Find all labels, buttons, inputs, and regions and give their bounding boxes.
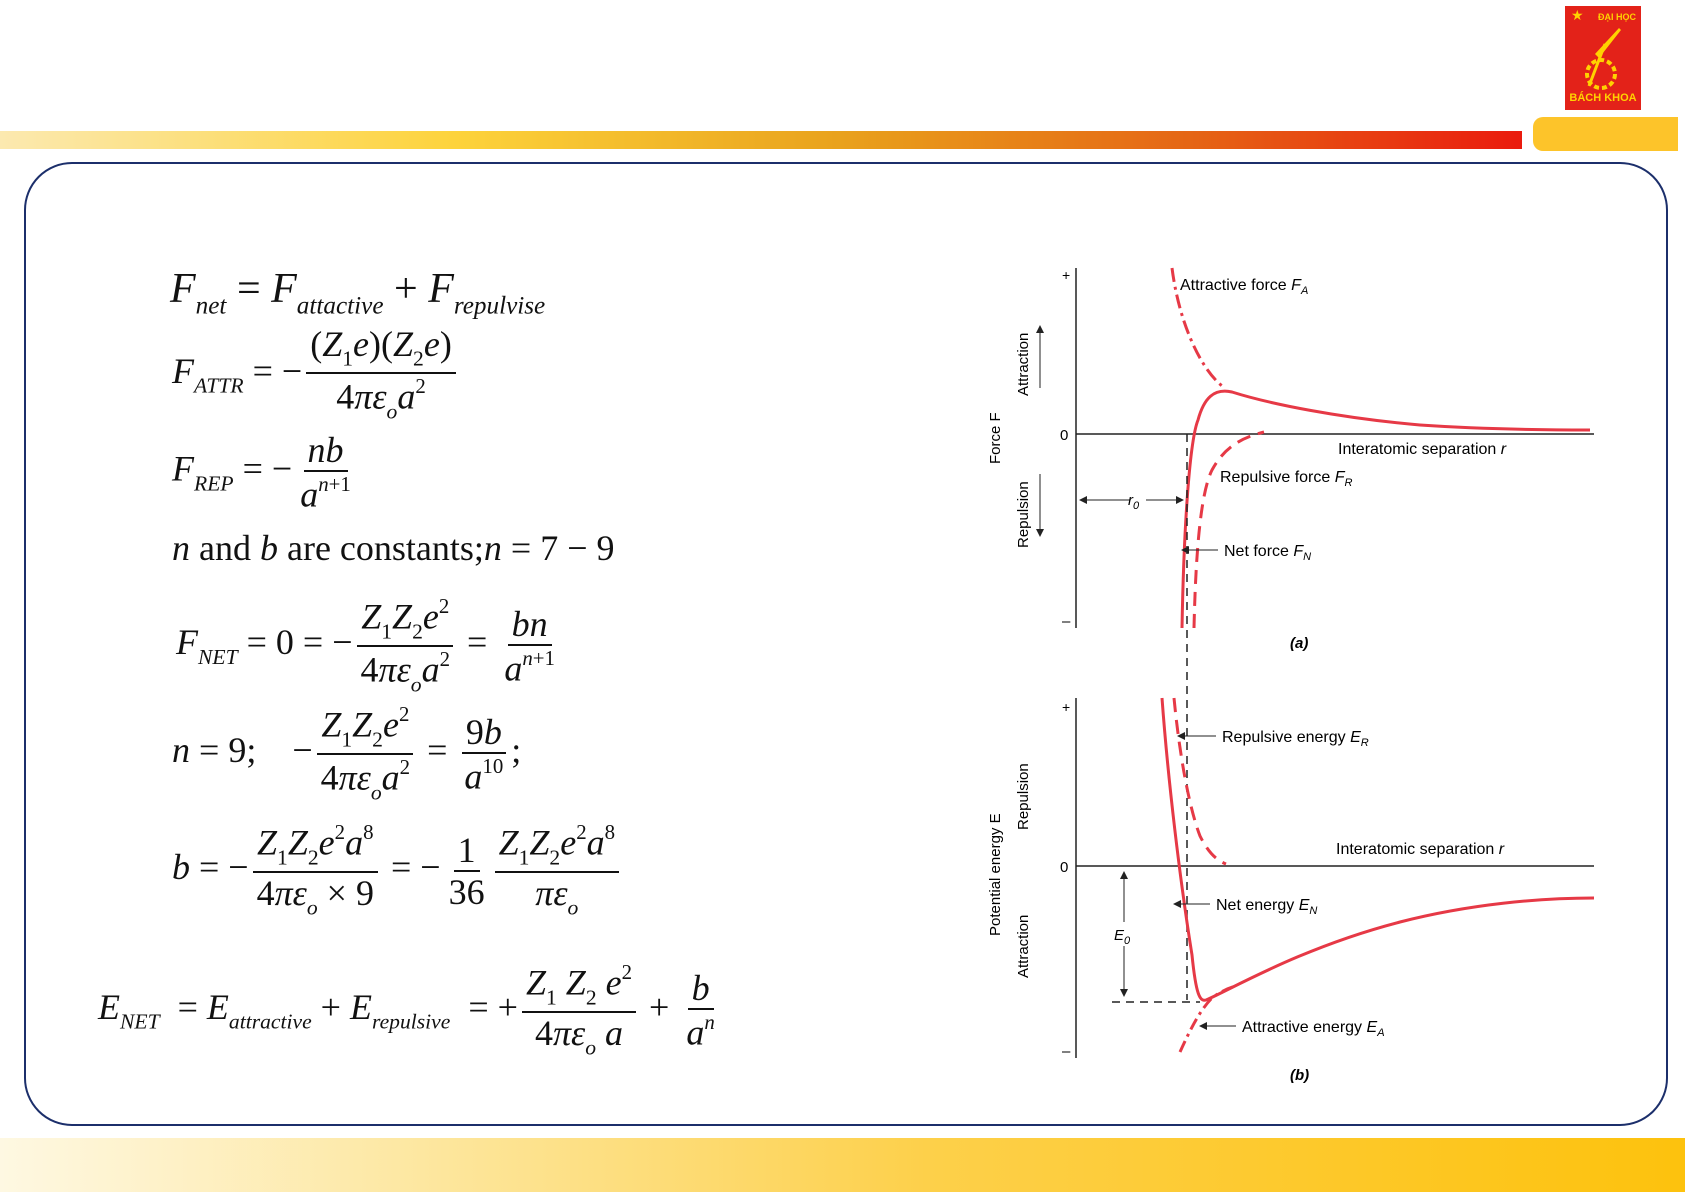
- energy-plus-label: +: [1062, 699, 1071, 715]
- equation-enet: $E_{NET} = E_{attractive} + E_{repulsive}$ = + $\frac{Z_1 Z_2 e^2}{4\pi\varepsilon_o a}$ + $\frac{b}{a^n}$: [98, 960, 715, 1060]
- footer-gradient-bar: [0, 1138, 1685, 1192]
- star-icon: ★: [1571, 8, 1584, 24]
- repulsive-energy-curve: [1174, 698, 1226, 864]
- net-energy-label: Net energy $E_N$: [1216, 897, 1318, 917]
- separation-label-b: Interatomic separation r: [1336, 841, 1505, 858]
- force-zero-label: 0: [1060, 427, 1069, 444]
- energy-zero-label: 0: [1060, 859, 1069, 876]
- constants-note: n and b are constants;n = 7 − 9: [172, 528, 615, 568]
- energy-repulsion-label: Repulsion: [1015, 763, 1032, 830]
- energy-axis-title: Potential energy E: [987, 813, 1004, 936]
- force-repulsion-label: Repulsion: [1015, 481, 1032, 548]
- attractive-energy-label: Attractive energy $E_A$: [1242, 1019, 1385, 1039]
- energy-attraction-label: Attraction: [1015, 914, 1032, 978]
- energy-diagram: [987, 698, 1594, 1084]
- logo-bottom-text: BÁCH KHOA: [1569, 92, 1637, 104]
- equation-n9: n = 9; − $\frac{Z_1Z_2e^2}{4\pi\varepsilon_oa^2}$ = $\frac{9b}{a^{10}}$ ;: [172, 702, 522, 805]
- attractive-force-label: Attractive force $F_A$: [1180, 277, 1309, 297]
- force-axis-title: Force F: [987, 412, 1004, 464]
- force-attraction-label: Attraction: [1015, 332, 1032, 396]
- net-force-label: Net force $F_N$: [1224, 543, 1312, 563]
- repulsive-force-label: Repulsive force $F_R$: [1220, 469, 1353, 489]
- logo-top-text: ĐẠI HỌC: [1598, 12, 1636, 22]
- force-minus-label: –: [1062, 613, 1071, 630]
- caption-b: (b): [1290, 1067, 1310, 1084]
- attractive-energy-curve: [1180, 986, 1236, 1052]
- net-force-curve: [1182, 391, 1590, 628]
- equation-fnet: $F_{net} = F_{attactive} + F_{repulvise}$: [170, 266, 546, 320]
- equation-b: b = − $\frac{Z_1Z_2e^2a^8}{4\pi\varepsilon_o \times 9}$ = − $\frac{1}{36}$ $\frac{Z_1Z_2e^2a^8}{\pi\varepsilon_o}$: [172, 822, 623, 919]
- energy-minus-label: –: [1062, 1043, 1071, 1060]
- force-plus-label: +: [1062, 267, 1071, 283]
- repulsive-force-curve: [1194, 432, 1264, 628]
- separation-label-a: Interatomic separation r: [1338, 441, 1507, 458]
- repulsive-energy-label: Repulsive energy $E_R$: [1222, 729, 1369, 749]
- r0-label: $r_0$: [1128, 492, 1140, 512]
- equation-frep: $F_{REP}$ = − $\frac{nb}{a^{n+1}}$: [172, 430, 351, 515]
- force-diagram: [987, 267, 1594, 1000]
- e0-label: $E_0$: [1114, 927, 1131, 947]
- equation-fattr: $F_{ATTR}$ = − $\frac{(Z_1e)(Z_2e)}{4\pi\varepsilon_oa^2}$: [172, 326, 460, 423]
- caption-a: (a): [1290, 635, 1309, 652]
- equation-fnet-zero: $F_{NET} = 0$ = − $\frac{Z_1Z_2e^2}{4\pi\varepsilon_oa^2}$ = $\frac{bn}{a^{n+1}}$: [176, 594, 555, 697]
